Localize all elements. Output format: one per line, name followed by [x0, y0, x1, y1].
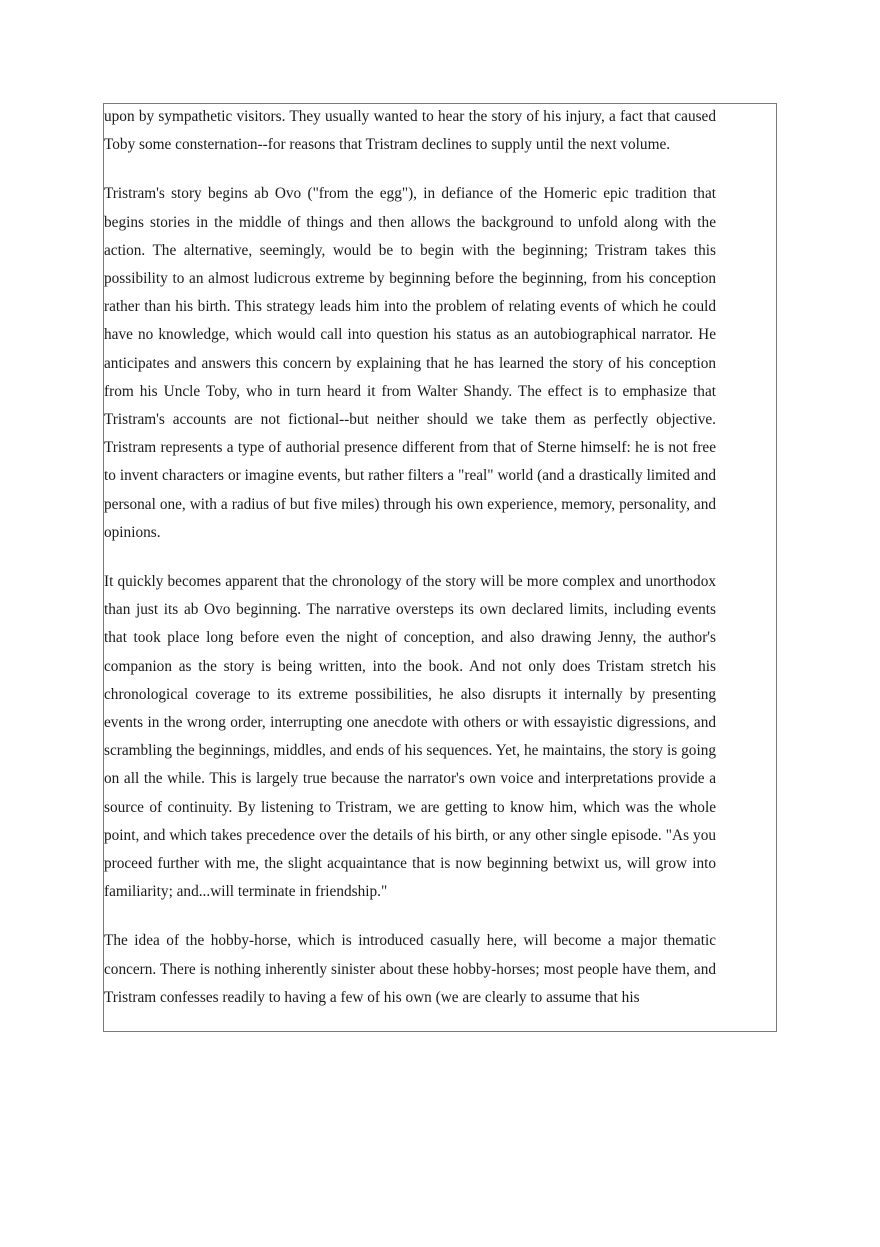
paragraph-ab-ovo: Tristram's story begins ab Ovo ("from the egg"), in defiance of the Homeric epic tradition that begins stories in the middle of things and then allows the background to unfold along with the action. The alternative, seemingly, would be to begin with the beginning; Tristram takes this possibility to an almost ludicrous extreme by beginning before the beginning, from his conception rather than his birth. This strategy leads him into the problem of relating events of which he could have no knowledge, which would call into question his status as an autobiographical narrator. He anticipates and answers this concern by explaining that he has learned the story of his conception from his Uncle Toby, who in turn heard it from Walter Shandy. The effect is to emphasize that Tristram's accounts are not fictional--but neither should we take them as perfectly objective. Tristram represents a type of authorial presence different from that of Sterne himself: he is not free to invent characters or imagine events, but rather filters a "real" world (and a drastically limited and personal one, with a radius of but five miles) through his own experience, memory, personality, and opinions. [104, 185, 716, 541]
text-body [104, 104, 716, 1032]
paragraph-hobby-horse: The idea of the hobby-horse, which is introduced casually here, will become a major thematic concern. There is nothing inherently sinister about these hobby-horses; most people have them, and Tristram confesses readily to having a few of his own (we are clearly to assume that his [104, 932, 716, 1006]
text-frame [103, 103, 777, 1032]
paragraph-chronology: It quickly becomes apparent that the chronology of the story will be more complex and unorthodox than just its ab Ovo beginning. The narrative oversteps its own declared limits, including events that took place long before even the night of conception, and also drawing Jenny, the author's companion as the story is being written, into the book. And not only does Tristam stretch his chronological coverage to its extreme possibilities, he also disrupts it internally by presenting events in the wrong order, interrupting one anecdote with others or with essayistic digressions, and scrambling the beginnings, middles, and ends of his sequences. Yet, he maintains, the story is going on all the while. This is largely true because the narrator's own voice and interpretations provide a source of continuity. By listening to Tristram, we are getting to know him, which was the whole point, and which takes precedence over the details of his birth, or any other single episode. "As you proceed further with me, the slight acquaintance that is now beginning betwixt us, will grow into familiarity; and...will terminate in friendship." [104, 573, 716, 901]
paragraph-visitors: upon by sympathetic visitors. They usually wanted to hear the story of his injury, a fact that caused Toby some consternation--for reasons that Tristram declines to supply until the next volume. [104, 108, 716, 154]
